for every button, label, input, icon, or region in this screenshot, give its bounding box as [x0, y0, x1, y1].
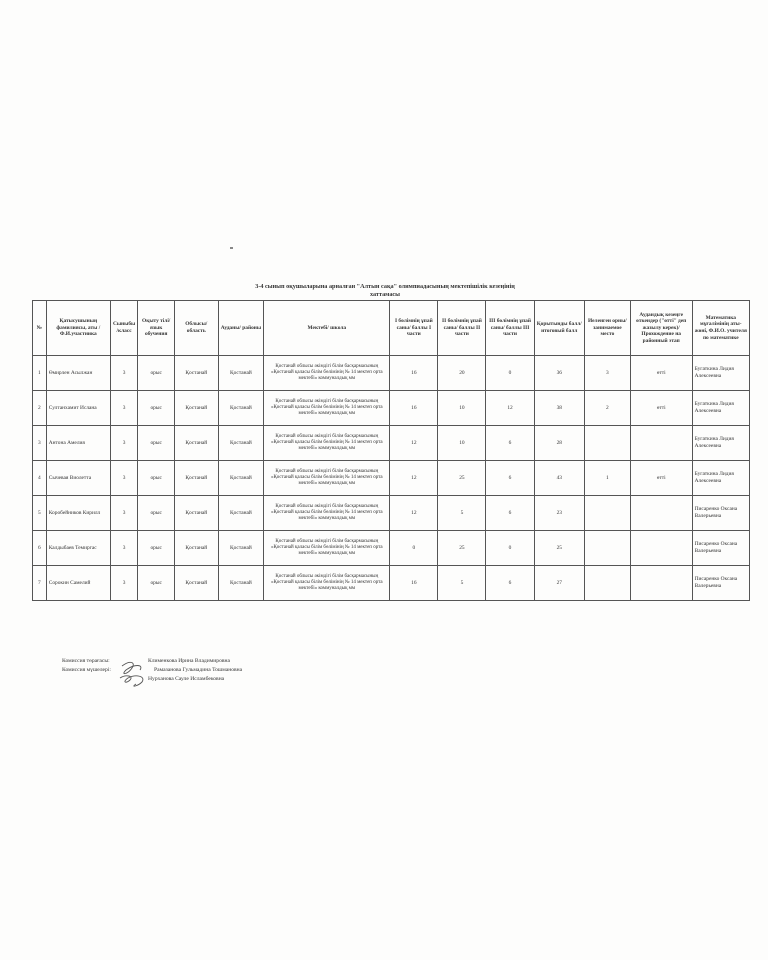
- part3-score: 6: [486, 461, 534, 496]
- school-cell: Қостанай облысы әкімдігі білім басқармасының «Қостанай қаласы білім бөлімінің № 14 мектеп орта мектебі» коммуналдық мм: [264, 356, 390, 391]
- header-cell: Облысы/ область: [174, 301, 218, 356]
- place-cell: [584, 531, 630, 566]
- region-cell: Қостанай: [174, 496, 218, 531]
- region-cell: Қостанай: [174, 531, 218, 566]
- header-row: [33, 301, 750, 356]
- region-cell: Қостанай: [174, 426, 218, 461]
- member-1-name: Рамазанова Гульмадина Тошмановна: [154, 667, 243, 673]
- language-cell: орыс: [138, 356, 175, 391]
- header-cell: III бөлімнің ұпай саны/ баллы III части: [486, 301, 534, 356]
- district-cell: Қостанай: [218, 496, 264, 531]
- grade-cell: 3: [110, 531, 137, 566]
- district-cell: Қостанай: [218, 566, 264, 601]
- total-score: 28: [534, 426, 584, 461]
- place-cell: 1: [584, 461, 630, 496]
- language-cell: орыс: [138, 426, 175, 461]
- table-row: [33, 356, 750, 391]
- row-number: 2: [33, 391, 47, 426]
- teacher-cell: Писаренко Оксана Валерьевна: [692, 496, 749, 531]
- table-row: [33, 496, 750, 531]
- member-2-name: Нурханова Сауле Исламбековна: [148, 676, 225, 682]
- teacher-cell: Писаренко Оксана Валерьевна: [692, 566, 749, 601]
- part1-score: 16: [390, 391, 438, 426]
- row-number: 1: [33, 356, 47, 391]
- title-line-1: 3-4 сынып оқушыларына арналған "Алтын сақа" олимпиадасының мектепішілік кезеңінің: [255, 283, 515, 290]
- region-cell: Қостанай: [174, 461, 218, 496]
- participant-name: Султанхамит Ислана: [46, 391, 110, 426]
- row-number: 7: [33, 566, 47, 601]
- total-score: 38: [534, 391, 584, 426]
- header-cell: II бөлімнің ұпай саны/ баллы II части: [438, 301, 486, 356]
- header-cell: I бөлімнің ұпай саны/ баллы I части: [390, 301, 438, 356]
- school-cell: Қостанай облысы әкімдігі білім басқармасының «Қостанай қаласы білім бөлімінің № 14 мектеп орта мектебі» коммуналдық мм: [264, 496, 390, 531]
- table-row: [33, 461, 750, 496]
- teacher-cell: Писаренко Оксана Валерьевна: [692, 531, 749, 566]
- chair-name: Клименкова Ирина Владимировна: [148, 658, 231, 664]
- total-score: 27: [534, 566, 584, 601]
- region-cell: Қостанай: [174, 391, 218, 426]
- table-row: [33, 391, 750, 426]
- language-cell: орыс: [138, 496, 175, 531]
- region-cell: Қостанай: [174, 566, 218, 601]
- school-cell: Қостанай облысы әкімдігі білім басқармасының «Қостанай қаласы білім бөлімінің № 14 мектеп орта мектебі» коммуналдық мм: [264, 531, 390, 566]
- pass-cell: [630, 531, 692, 566]
- scan-speck: [230, 247, 233, 249]
- part2-score: 5: [438, 566, 486, 601]
- language-cell: орыс: [138, 391, 175, 426]
- total-score: 43: [534, 461, 584, 496]
- table-row: [33, 426, 750, 461]
- grade-cell: 3: [110, 496, 137, 531]
- header-cell: Сыныбы/класс: [110, 301, 137, 356]
- district-cell: Қостанай: [218, 426, 264, 461]
- title-line-2: хаттамасы: [369, 291, 401, 298]
- header-cell: Аудандық кезеңге өткендер ("өтті" деп жазылу керек)/ Прохождение на районный этап: [630, 301, 692, 356]
- part2-score: 25: [438, 531, 486, 566]
- header-cell: Математика мұғалімінің аты-жөні, Ф.И.О. учителя по математике: [692, 301, 749, 356]
- grade-cell: 3: [110, 356, 137, 391]
- row-number: 5: [33, 496, 47, 531]
- member-2-line: [148, 676, 224, 683]
- part3-score: 12: [486, 391, 534, 426]
- participant-name: Коробейников Кирилл: [46, 496, 110, 531]
- part2-score: 20: [438, 356, 486, 391]
- part1-score: 16: [390, 566, 438, 601]
- part2-score: 10: [438, 426, 486, 461]
- teacher-cell: Бугаткина Лидия Алексеевна: [692, 461, 749, 496]
- part3-score: 0: [486, 356, 534, 391]
- part1-score: 16: [390, 356, 438, 391]
- row-number: 3: [33, 426, 47, 461]
- handwritten-signature-icon: [116, 658, 156, 690]
- part1-score: 0: [390, 531, 438, 566]
- header-cell: Ауданы/ районы: [218, 301, 264, 356]
- pass-cell: [630, 496, 692, 531]
- part3-score: 0: [486, 531, 534, 566]
- district-cell: Қостанай: [218, 391, 264, 426]
- participant-name: Калдыбаев Темиргас: [46, 531, 110, 566]
- school-cell: Қостанай облысы әкімдігі білім басқармасының «Қостанай қаласы білім бөлімінің № 14 мектеп орта мектебі» коммуналдық мм: [264, 391, 390, 426]
- chair-label: Комиссия төрағасы:: [62, 658, 110, 664]
- participant-name: Сычевая Виолетта: [46, 461, 110, 496]
- language-cell: орыс: [138, 566, 175, 601]
- part1-score: 12: [390, 461, 438, 496]
- header-cell: Қорытынды балл/ итоговый балл: [534, 301, 584, 356]
- school-cell: Қостанай облысы әкімдігі білім басқармасының «Қостанай қаласы білім бөлімінің № 14 мектеп орта мектебі» коммуналдық мм: [264, 461, 390, 496]
- participant-name: Сорокин Самелий: [46, 566, 110, 601]
- language-cell: орыс: [138, 461, 175, 496]
- region-cell: Қостанай: [174, 356, 218, 391]
- district-cell: Қостанай: [218, 356, 264, 391]
- pass-cell: өтті: [630, 391, 692, 426]
- document-title: [150, 283, 620, 299]
- part3-score: 6: [486, 566, 534, 601]
- pass-cell: [630, 426, 692, 461]
- grade-cell: 3: [110, 391, 137, 426]
- district-cell: Қостанай: [218, 531, 264, 566]
- total-score: 36: [534, 356, 584, 391]
- header-cell: Қатысушының фамилиясы, аты /Ф.И.участника: [46, 301, 110, 356]
- grade-cell: 3: [110, 566, 137, 601]
- row-number: 4: [33, 461, 47, 496]
- pass-cell: [630, 566, 692, 601]
- place-cell: 2: [584, 391, 630, 426]
- row-number: 6: [33, 531, 47, 566]
- participant-name: Антона Амелия: [46, 426, 110, 461]
- language-cell: орыс: [138, 531, 175, 566]
- part2-score: 25: [438, 461, 486, 496]
- part1-score: 12: [390, 496, 438, 531]
- part3-score: 6: [486, 496, 534, 531]
- part3-score: 6: [486, 426, 534, 461]
- grade-cell: 3: [110, 461, 137, 496]
- school-cell: Қостанай облысы әкімдігі білім басқармасының «Қостанай қаласы білім бөлімінің № 14 мектеп орта мектебі» коммуналдық мм: [264, 566, 390, 601]
- header-cell: Оқыту тілі/ язык обучения: [138, 301, 175, 356]
- header-cell: Иеленген орны/ занимаемое место: [584, 301, 630, 356]
- part2-score: 5: [438, 496, 486, 531]
- pass-cell: өтті: [630, 356, 692, 391]
- teacher-cell: Бугаткина Лидия Алексеевна: [692, 391, 749, 426]
- total-score: 23: [534, 496, 584, 531]
- pass-cell: өтті: [630, 461, 692, 496]
- place-cell: [584, 496, 630, 531]
- participant-name: Өмирлен Асылжан: [46, 356, 110, 391]
- table-row: [33, 566, 750, 601]
- district-cell: Қостанай: [218, 461, 264, 496]
- school-cell: Қостанай облысы әкімдігі білім басқармасының «Қостанай қаласы білім бөлімінің № 14 мектеп орта мектебі» коммуналдық мм: [264, 426, 390, 461]
- teacher-cell: Бугаткина Лидия Алексеевна: [692, 356, 749, 391]
- place-cell: 3: [584, 356, 630, 391]
- header-cell: №: [33, 301, 47, 356]
- place-cell: [584, 426, 630, 461]
- results-table: [32, 300, 750, 601]
- grade-cell: 3: [110, 426, 137, 461]
- part1-score: 12: [390, 426, 438, 461]
- table-row: [33, 531, 750, 566]
- members-label: Комиссия мүшелері:: [62, 667, 111, 673]
- total-score: 25: [534, 531, 584, 566]
- header-cell: Мектебі/ школа: [264, 301, 390, 356]
- teacher-cell: Бугаткина Лидия Алексеевна: [692, 426, 749, 461]
- place-cell: [584, 566, 630, 601]
- part2-score: 10: [438, 391, 486, 426]
